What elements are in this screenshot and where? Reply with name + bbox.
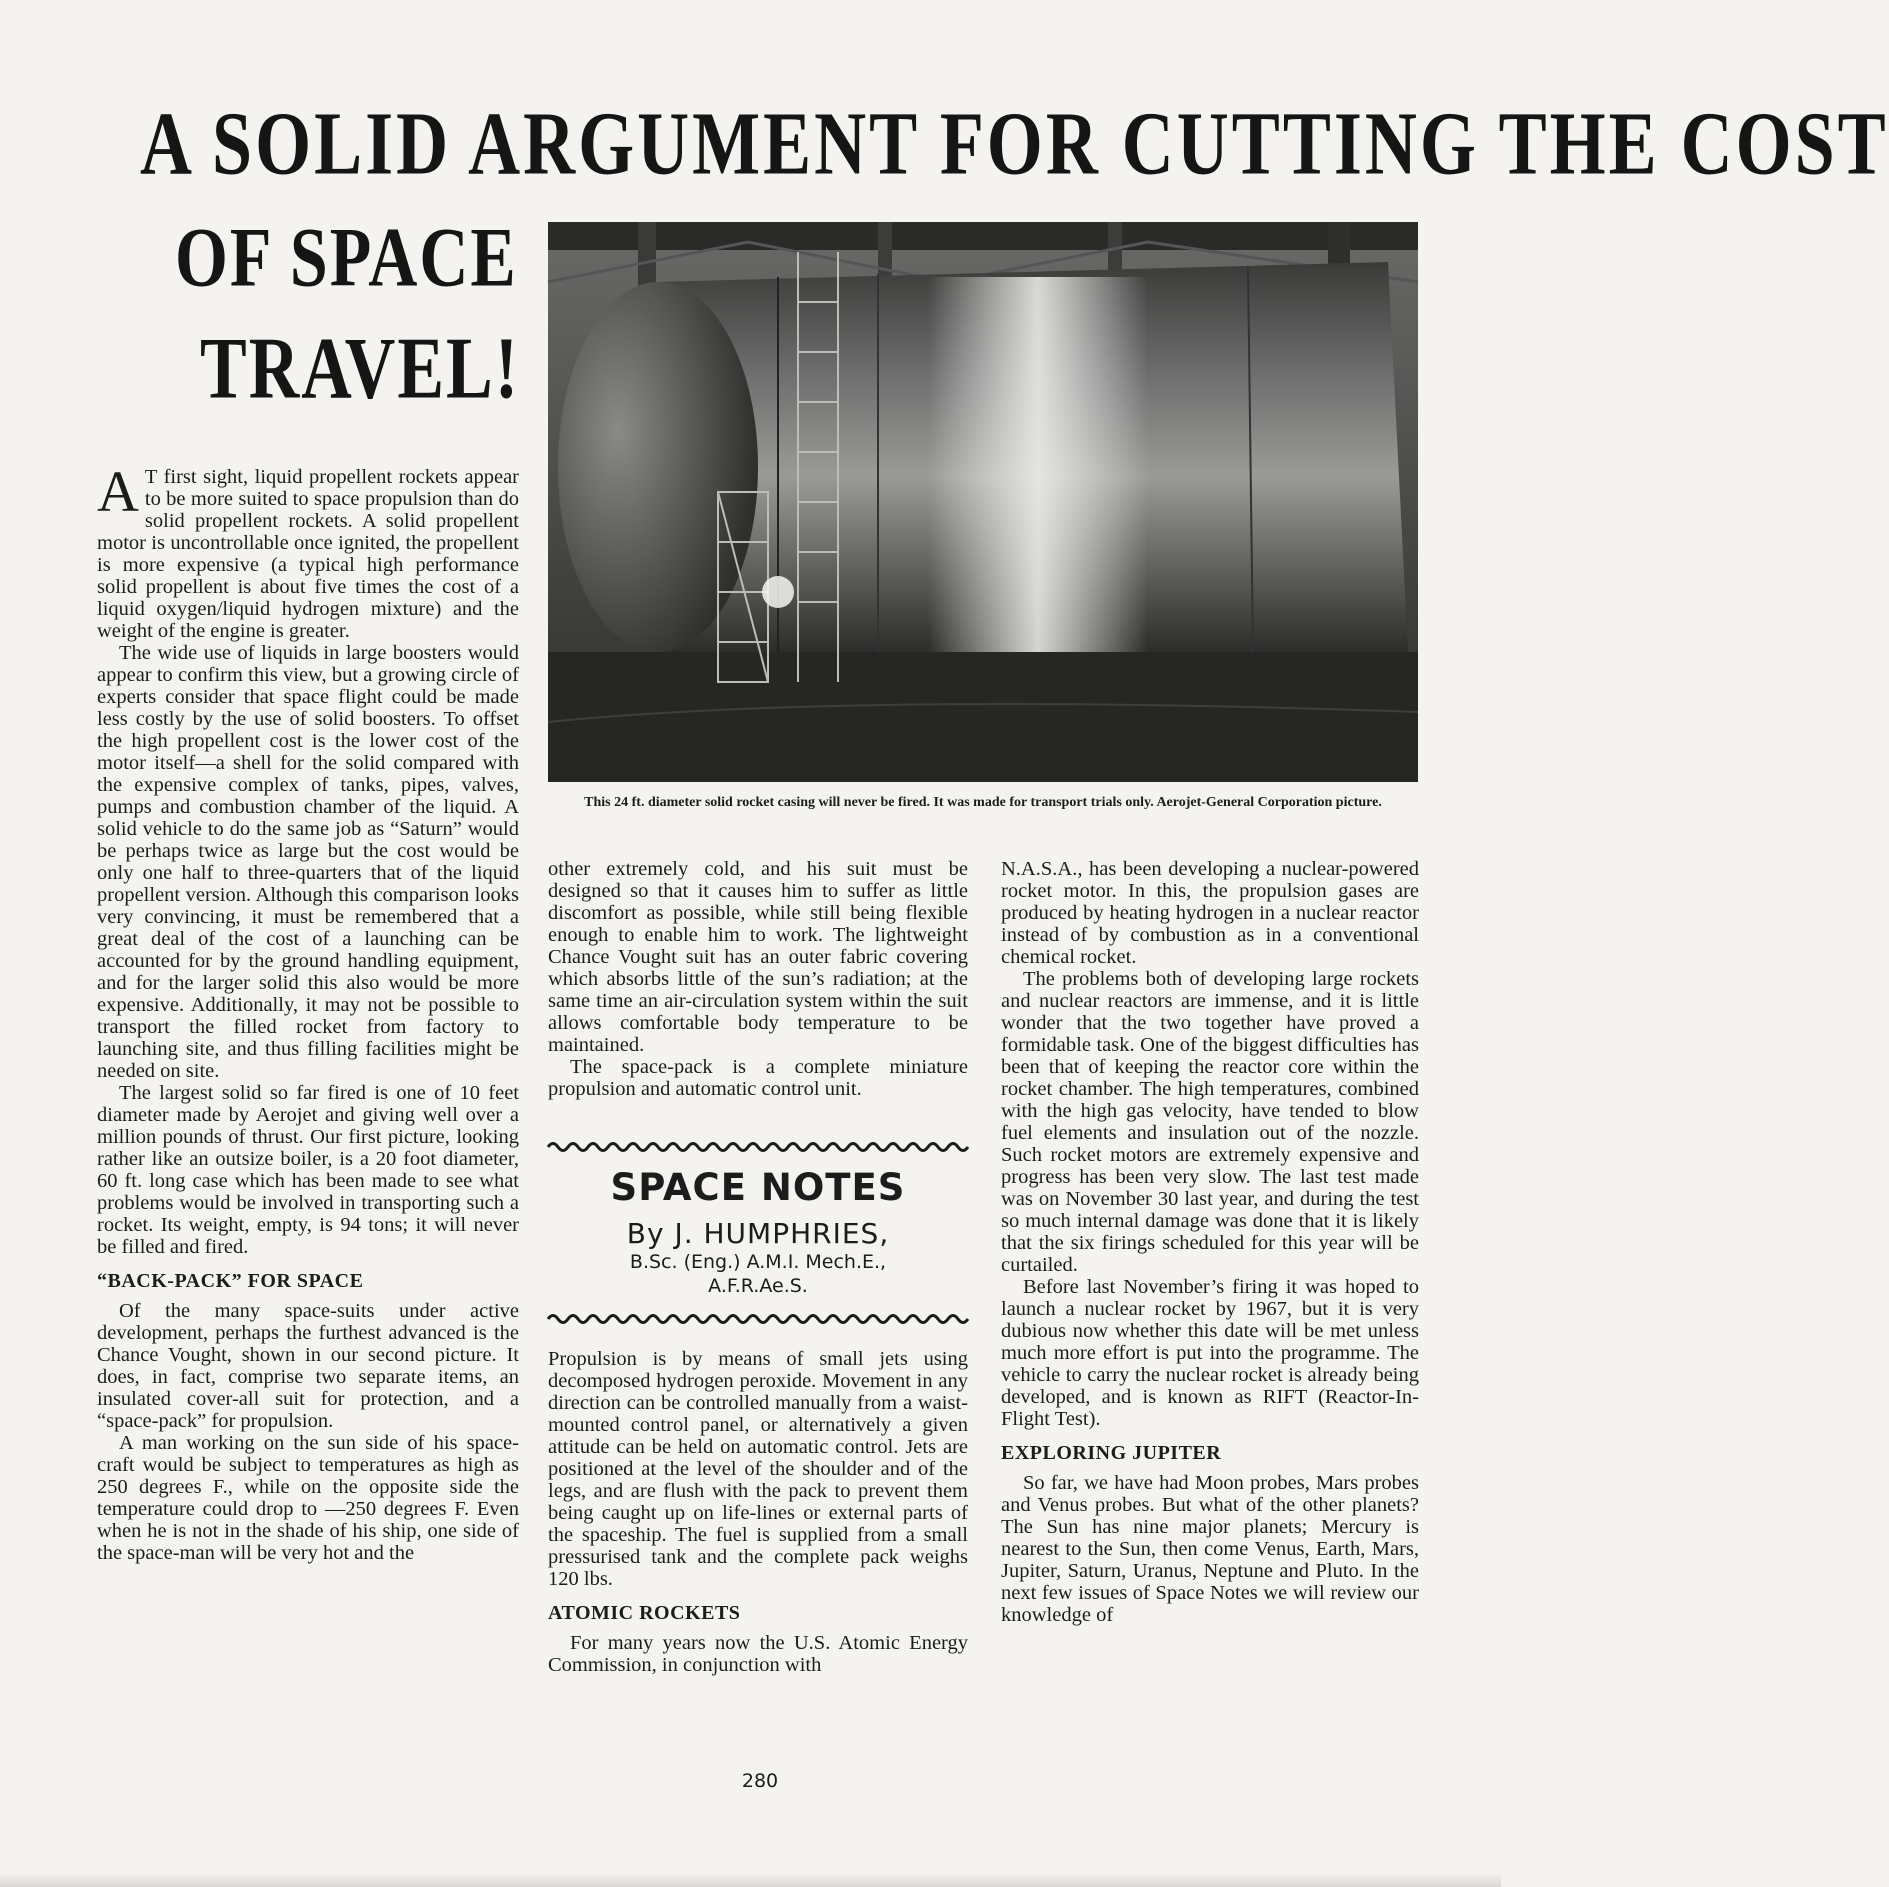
paragraph: N.A.S.A., has been developing a nuclear-powered rocket motor. In this, the propulsion gases are produced by heating hydrogen in a nuclear reactor instead of by combustion as in a conventional chemical rocket. <box>1001 858 1419 968</box>
paragraph: So far, we have had Moon probes, Mars probes and Venus probes. But what of the other planets? The Sun has nine major planets; Mercury is nearest to the Sun, then come Venus, Earth, Mars, Jupiter, Saturn, Uranus, Neptune and Pluto. In the next few issues of Space Notes we will review our knowledge of <box>1001 1472 1419 1626</box>
author-byline: By J. HUMPHRIES, <box>626 1217 890 1250</box>
paragraph: The problems both of developing large rockets and nuclear reactors are immense, and it is little wonder that the two together have proved a formidable task. One of the biggest difficulties has been that of keeping the reactor core within the rocket chamber. The high temperatures, combined with the high gas velocity, have tended to blow fuel elements and insulation out of the nozzle. Such rocket motors are extremely expensive and progress has been very slow. The last test made was on November 30 last year, and during the test so much internal damage was done that it is likely that the six firings scheduled for this year will be curtailed. <box>1001 968 1419 1276</box>
space-notes-box <box>548 1140 968 1676</box>
author-credentials-2: A.F.R.Ae.S. <box>708 1275 808 1297</box>
wavy-divider-top <box>548 1140 968 1154</box>
article-column-3 <box>1001 858 1419 1626</box>
rocket-casing-illustration <box>548 222 1418 782</box>
headline-line-1: A SOLID ARGUMENT FOR CUTTING THE COST <box>140 93 1889 194</box>
paragraph: other extremely cold, and his suit must be designed so that it causes him to suffer as little discomfort as possible, while still being flexible enough to enable him to work. The lightweight Chance Vought suit has an outer fabric covering which absorbs little of the sun’s radiation; at the same time an air-circulation system within the suit allows comfortable body temperature to be maintained. <box>548 858 968 1056</box>
rocket-casing-photo <box>548 222 1418 782</box>
drop-cap: A <box>97 459 139 524</box>
paragraph <box>97 459 519 642</box>
article-column-2-lower <box>548 1348 968 1676</box>
author-credentials: B.Sc. (Eng.) A.M.I. Mech.E., <box>629 1251 887 1273</box>
page-edge-shadow <box>0 1873 1501 1887</box>
paragraph: Of the many space-suits under active development, perhaps the furthest advanced is the Chance Vought, shown in our second picture. It does, in fact, comprise two separate items, an insulated cover-all suit for protection, and a “space-pack” for propulsion. <box>97 1300 519 1432</box>
headline-line-2: OF SPACE <box>175 209 518 305</box>
page-number: 280 <box>741 1770 779 1792</box>
paragraph: The wide use of liquids in large boosters would appear to confirm this view, but a growing circle of experts consider that space flight could be made less costly by the use of solid boosters. To offset the high propellent cost is the lower cost of the motor itself—a shell for the solid compared with the expensive complex of tanks, pipes, valves, pumps and combustion chamber of the liquid. A solid vehicle to do the same job as “Saturn” would be perhaps twice as large but the cost would be only one half to three-quarters that of the liquid propellent version. Although this comparison looks very convincing, it must be remembered that a great deal of the cost of a launching can be accounted for by the ground handling equipment, and for the larger solid this also would be more expensive. Additionally, it may not be possible to transport the filled rocket from factory to launching site, and thus filling facilities might be needed on site. <box>97 642 519 1082</box>
photo-caption: This 24 ft. diameter solid rocket casing will never be fired. It was made for transport trials only. Aerojet-General Corporation picture. <box>584 795 1382 810</box>
section-heading-backpack: “BACK-PACK” FOR SPACE <box>97 1270 364 1292</box>
article-column-1 <box>97 459 519 1564</box>
paragraph: The largest solid so far fired is one of 10 feet diameter made by Aerojet and giving well over a million pounds of thrust. Our first picture, looking rather like an outsize boiler, is a 20 foot diameter, 60 ft. long case which has been made to see what problems would be involved in transporting such a rocket. Its weight, empty, is 94 tons; it will never be filled and fired. <box>97 1082 519 1258</box>
paragraph-text: T first sight, liquid propellent rockets appear to be more suited to space propulsion than do solid propellent rockets. A solid propellent motor is uncontrollable once ignited, the propellent is more expensive (a typical high performance solid propellent is about five times the cost of a liquid oxygen/liquid hydrogen mixture) and the weight of the engine is greater. <box>97 466 519 642</box>
section-heading-jupiter: EXPLORING JUPITER <box>1001 1442 1222 1464</box>
paragraph: A man working on the sun side of his space-craft would be subject to temperatures as high as 250 degrees F., while on the opposite side the temperature could drop to —250 degrees F. Even when he is not in the shade of his ship, one side of the space-man will be very hot and the <box>97 1432 519 1564</box>
paragraph: Before last November’s firing it was hoped to launch a nuclear rocket by 1967, but it is very dubious now whether this date will be met unless much more effort is put into the programme. The vehicle to carry the nuclear rocket is already being developed, and is known as RIFT (Reactor-In-Flight Test). <box>1001 1276 1419 1430</box>
space-notes-title: SPACE NOTES <box>610 1166 906 1209</box>
paragraph: For many years now the U.S. Atomic Energy Commission, in conjunction with <box>548 1632 968 1676</box>
headline-line-3: TRAVEL! <box>200 321 521 418</box>
wavy-divider-bottom <box>548 1312 968 1326</box>
paragraph: Propulsion is by means of small jets using decomposed hydrogen peroxide. Movement in any direction can be controlled manually from a waist-mounted control panel, or alternatively a given attitude can be held on automatic control. Jets are positioned at the level of the shoulder and of the legs, and are flush with the pack to prevent them being caught up on life-lines or external parts of the spaceship. The fuel is supplied from a small pressurised tank and the complete pack weighs 120 lbs. <box>548 1348 968 1590</box>
article-column-2 <box>548 858 968 1100</box>
paragraph: The space-pack is a complete miniature propulsion and automatic control unit. <box>548 1056 968 1100</box>
section-heading-atomic: ATOMIC ROCKETS <box>548 1602 741 1624</box>
